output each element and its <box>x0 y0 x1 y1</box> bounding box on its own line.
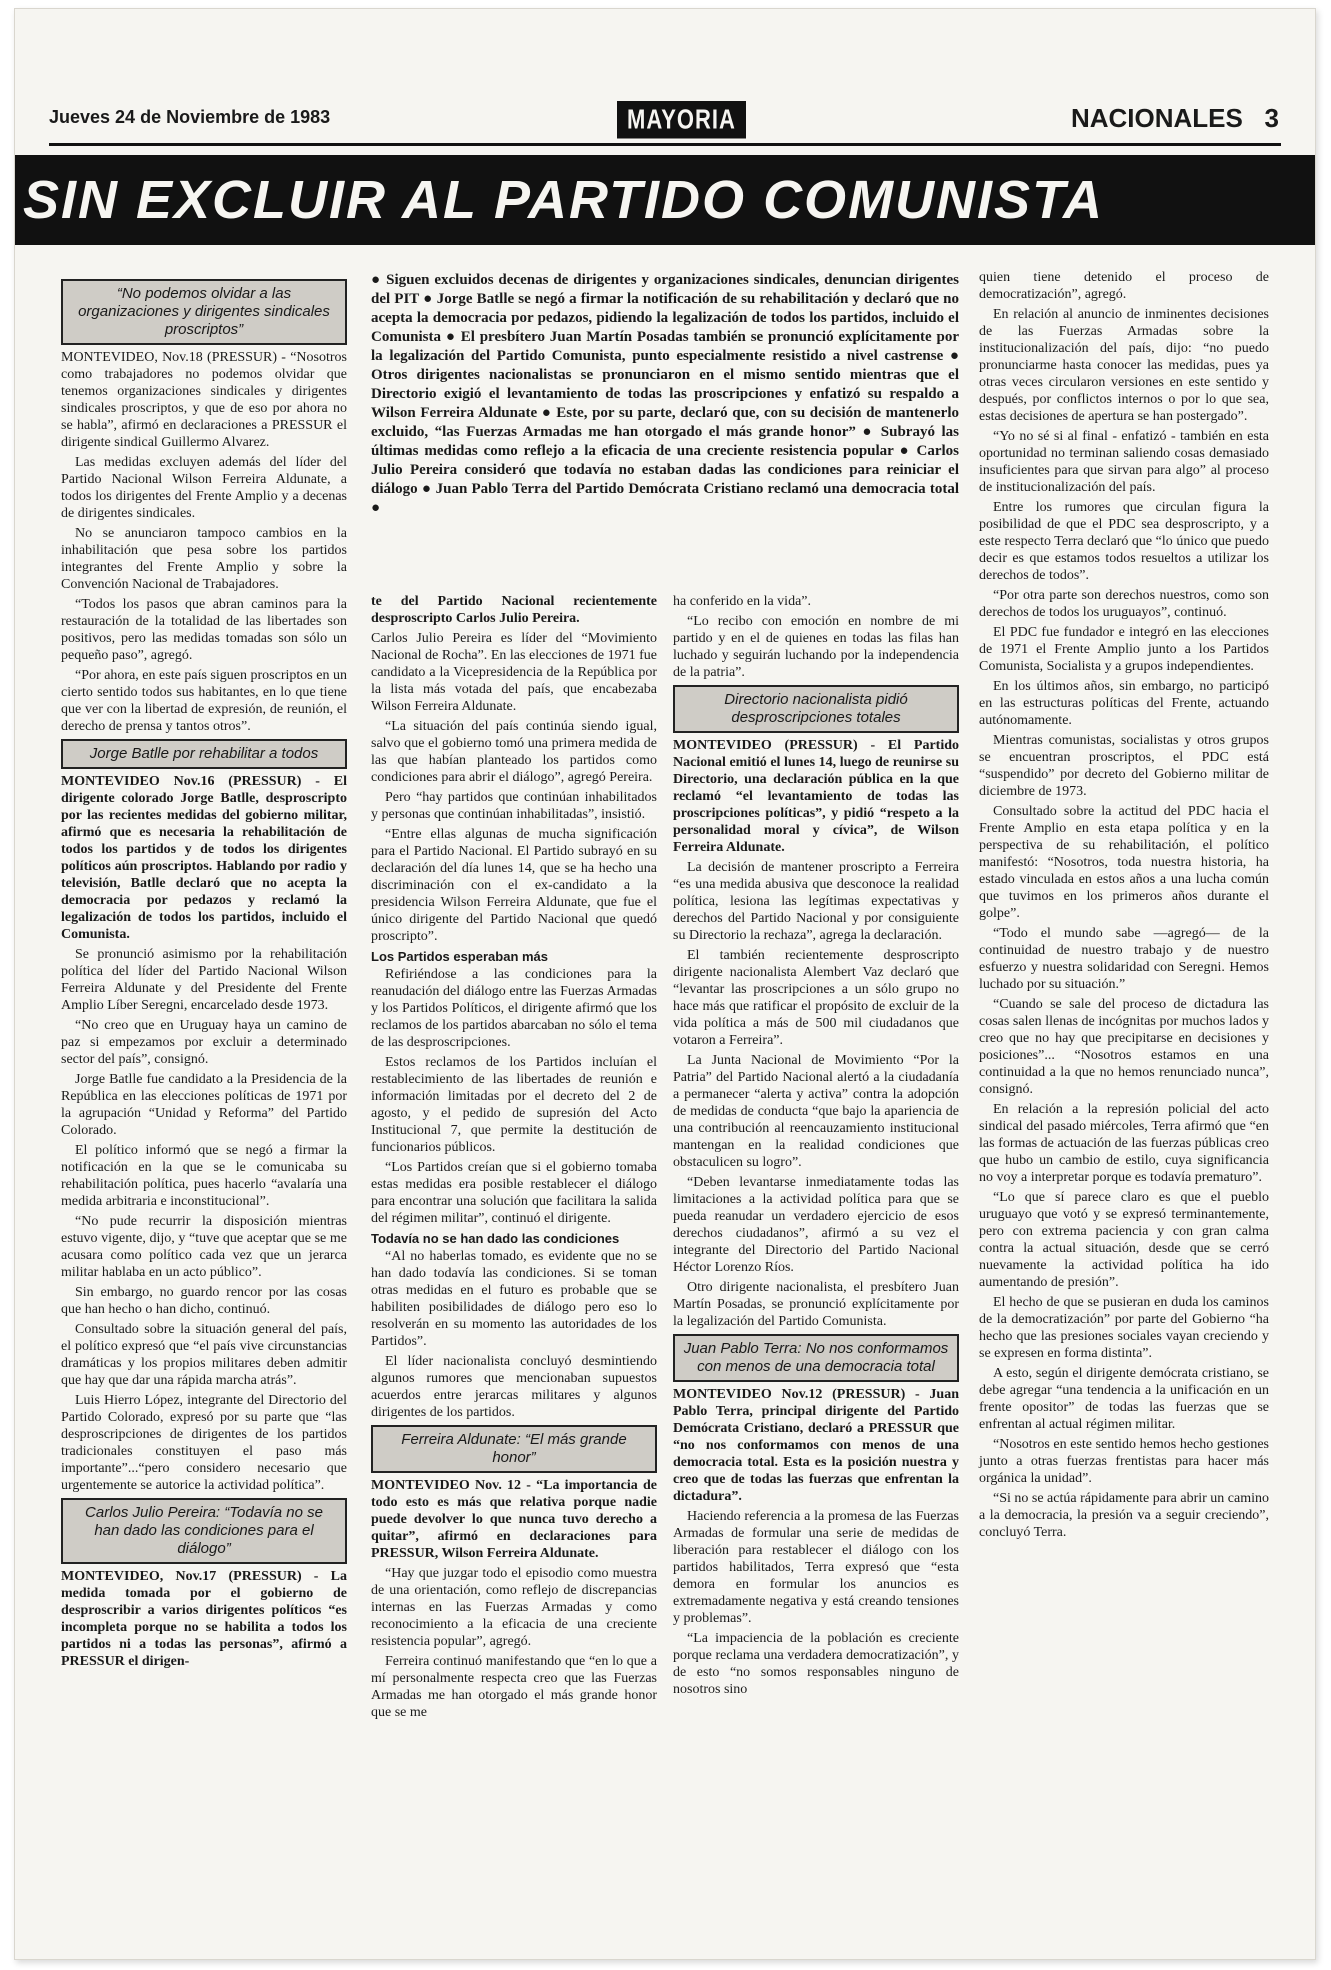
paragraph: “Lo recibo con emoción en nombre de mi partido y en el de quienes en todas las filas han luchado y seguirán luchando por la independencia de la patria”. <box>673 614 959 680</box>
paragraph: El PDC fue fundador e integró en las elecciones de 1971 el Frente Amplio junto a los Partidos Comunista, Socialista y a grupos independientes. <box>979 625 1269 674</box>
subheadline-box: Juan Pablo Terra: No nos conformamos con menos de una democracia total <box>673 1334 959 1382</box>
page-header <box>49 101 1279 141</box>
column-3 <box>673 593 959 1701</box>
paragraph: Otro dirigente nacionalista, el presbítero Juan Martín Posadas, se pronunció explícitamente por la legalización del Partido Comunista. <box>673 1280 959 1329</box>
paragraph: te del Partido Nacional recientemente desproscripto Carlos Julio Pereira. <box>371 594 657 626</box>
subheadline-box: Directorio nacionalista pidió desproscripciones totales <box>673 685 959 733</box>
paragraph: La Junta Nacional de Movimiento “Por la Patria” del Partido Nacional alertó a la ciudadanía a permanecer “alerta y activa” contra la adopción de medidas de conducta “que bajo la apariencia de una contribución al reencauzamiento institucional mantengan en la realidad condiciones que obstaculicen su logro”. <box>673 1053 959 1170</box>
paragraph: “Cuando se sale del proceso de dictadura las cosas salen llenas de incógnitas por muchos lados y creo que no hay que precipitarse en decisiones y posiciones”... “Nosotros estamos en una continuidad a la que no hemos renunciado nunca”, consignó. <box>979 997 1269 1097</box>
paragraph: Consultado sobre la actitud del PDC hacia el Frente Amplio en esta etapa política y en la perspectiva de su rehabilitación, el político manifestó: “Nosotros, toda nuestra historia, ha estado vinculada en estos años a una lucha común que tuvimos en los primeros años durante el golpe”. <box>979 804 1269 921</box>
paragraph: Carlos Julio Pereira es líder del “Movimiento Nacional de Rocha”. En las elecciones de 1971 fue candidato a la Vicepresidencia de la República por la lista más votada del país, que encabezaba Wilson Ferreira Aldunate. <box>371 631 657 714</box>
paragraph: Jorge Batlle fue candidato a la Presidencia de la República en las elecciones políticas de 1971 por la agrupación “Unidad y Reforma” del Partido Colorado. <box>61 1072 347 1138</box>
paragraph: “Todos los pasos que abran caminos para la restauración de la totalidad de las libertades son positivos, pero las medidas tomadas son sólo un pequeño paso”, agregó. <box>61 597 347 663</box>
paragraph: En relación al anuncio de inminentes decisiones de las Fuerzas Armadas sobre la institucionalización del país, dijo: “no puedo pronunciarme hasta conocer las medidas, pues ya otras veces circularon versiones en este sentido y después, por conflictos internos o por lo que sea, estas decisiones de apertura se han postergado”. <box>979 307 1269 424</box>
paragraph: “Si no se actúa rápidamente para abrir un camino a la democracia, la presión va a seguir creciendo”, concluyó Terra. <box>979 1491 1269 1540</box>
paragraph: quien tiene detenido el proceso de democratización”, agregó. <box>979 270 1269 302</box>
paragraph: “Yo no sé si al final - enfatizó - también en esta oportunidad no terminan saliendo cosas demasiado insuficientes para que sirvan para algo” al proceso de institucionalización del país. <box>979 429 1269 495</box>
paragraph: “Entre ellas algunas de mucha significación para el Partido Nacional. El Partido subrayó en su declaración del día lunes 14, que se ha hecho una discriminación con el ex-candidato a la presidencia Wilson Ferreira Aldunate, que fue el único dirigente del Partido Nacional que quedó proscripto”. <box>371 827 657 944</box>
paragraph: “La situación del país continúa siendo igual, salvo que el gobierno tomó una primera medida de las que habían planteado los partidos como condiciones para abrir el diálogo”, agregó Pereira. <box>371 719 657 785</box>
paragraph: “Por otra parte son derechos nuestros, como son derechos de todos los uruguayos”, continuó. <box>979 588 1269 620</box>
section-title: NACIONALES 3 <box>1070 103 1279 133</box>
paragraph: Entre los rumores que circulan figura la posibilidad de que el PDC sea desproscripto, y a este respecto Terra declaró que “lo único que puedo decir es que estamos todos resueltos a utilizar los derechos de todos”. <box>979 500 1269 583</box>
paragraph: El hecho de que se pusieran en duda los caminos de la democratización” por parte del Gobierno “ha hecho que las presiones sociales vayan creciendo y se expresen en forma distinta”. <box>979 1295 1269 1361</box>
paragraph: Pero “hay partidos que continúan inhabilitados y personas que continúan inhabilitadas”, insistió. <box>371 790 657 822</box>
paragraph: Ferreira continuó manifestando que “en lo que a mí personalmente respecta creo que las Fuerzas Armadas me han otorgado el más grande honor que se me <box>371 1654 657 1720</box>
paragraph: Haciendo referencia a la promesa de las Fuerzas Armadas de formular una serie de medidas de liberación para restablecer el diálogo con los partidos habilitados, Terra expresó que “esta demora en formular los anuncios es extremadamente negativa y está creando tensiones y problemas”. <box>673 1509 959 1626</box>
paragraph: “Al no haberlas tomado, es evidente que no se han dado todavía las condiciones. Si se toman otras medidas en el futuro es probable que se habiliten posibilidades de diálogo pero eso lo resolverán en su momento las autoridades de los Partidos”. <box>371 1249 657 1349</box>
section-subhead: Todavía no se han dado las condiciones <box>371 1231 620 1246</box>
paragraph: Se pronunció asimismo por la rehabilitación política del líder del Partido Nacional Wilson Ferreira Aldunate y del Presidente del Frente Amplio Líber Seregni, encarcelado desde 1973. <box>61 947 347 1013</box>
newspaper-logo: MAYORIA <box>617 101 746 139</box>
paragraph: En los últimos años, sin embargo, no participó en las estructuras políticas del Frente, actuando autónomamente. <box>979 679 1269 728</box>
subheadline-box: Jorge Batlle por rehabilitar a todos <box>61 739 347 769</box>
subheadline-box: “No podemos olvidar a las organizaciones y dirigentes sindicales proscriptos” <box>61 279 347 345</box>
paragraph: Las medidas excluyen además del líder del Partido Nacional Wilson Ferreira Aldunate, a todos los dirigentes del Frente Amplio y a decenas de dirigentes sindicales. <box>61 455 347 521</box>
paragraph: “Por ahora, en este país siguen proscriptos en un cierto sentido todos sus habitantes, en lo que tiene que ver con la libertad de expresión, de reunión, el derecho de prensa y tantos otros”. <box>61 668 347 734</box>
paragraph: Sin embargo, no guardo rencor por las cosas que han hecho o han dicho, continuó. <box>61 1285 347 1317</box>
lead-summary: ● Siguen excluidos decenas de dirigentes y organizaciones sindicales, denuncian dirigentes del PIT ● Jorge Batlle se negó a firmar la notificación de su rehabilitación y declaró que no acepta la democracia por pedazos, pidiendo la legalización de todos los partidos, incluido el Comunista ● El presbítero Juan Martín Posadas también se pronunció explícitamente por la legalización del Partido Comunista, punto especialmente resistido a nivel castrense ● Otros dirigentes nacionalistas se pronunciaron en el mismo sentido mientras que el Directorio exigió el levantamiento de todas las proscripciones y enfatizó su respaldo a Wilson Ferreira Aldunate ● Este, por su parte, declaró que, con su decisión de mantenerlo excluido, “las Fuerzas Armadas me han otorgado el más grande honor” ● Subrayó las últimas medidas como reflejo a la eficacia de una creciente resistencia popular ● Carlos Julio Pereira consideró que todavía no estaban dadas las condiciones para reiniciar el diálogo ● Juan Pablo Terra del Partido Demócrata Cristiano reclamó una democracia total ● <box>371 272 959 516</box>
paragraph: “Lo que sí parece claro es que el pueblo uruguayo que votó y se expresó terminantemente, pero con extrema paciencia y con gran calma contra la actual situación, desde que se cerró nuevamente la actividad política ha ido aumentando de presión”. <box>979 1190 1269 1290</box>
newspaper-page <box>14 8 1316 1960</box>
paragraph: “La impaciencia de la población es creciente porque reclama una verdadera democratización”, y de esto “no somos responsables ninguno de nosotros sino <box>673 1631 959 1697</box>
headline-banner <box>15 155 1315 245</box>
paragraph: MONTEVIDEO Nov.16 (PRESSUR) - El dirigente colorado Jorge Batlle, desproscripto por las recientes medidas del gobierno militar, afirmó que es necesaria la rehabilitación de todos los partidos y de todos los dirigentes políticos aún proscriptos. Hablando por radio y televisión, Batlle declaró que no acepta la democracia por pedazos y reclamó la legalización de todos los partidos, incluido el Comunista. <box>61 774 347 942</box>
paragraph: El político informó que se negó a firmar la notificación en la que se le comunicaba su rehabilitación política, pues hacerlo “avalaría una medida arbitraria e inconstitucional”. <box>61 1143 347 1209</box>
column-2 <box>371 593 657 1724</box>
subheadline-box: Carlos Julio Pereira: “Todavía no se han dado las condiciones para el diálogo” <box>61 1498 347 1564</box>
page-number: 3 <box>1264 103 1279 133</box>
column-1 <box>61 275 347 1673</box>
header-rule <box>49 143 1281 146</box>
paragraph: MONTEVIDEO Nov.12 (PRESSUR) - Juan Pablo Terra, principal dirigente del Partido Demócrata Cristiano, declaró a PRESSUR que “no nos conformamos con menos de una democracia total. Esta es la posición nuestra y creo que de todas las fuerzas que enfrentan la dictadura”. <box>673 1387 959 1504</box>
paragraph: El líder nacionalista concluyó desmintiendo algunos rumores que mencionaban supuestos acuerdos entre jerarcas militares y algunos dirigentes de los partidos. <box>371 1354 657 1420</box>
paragraph: MONTEVIDEO, Nov.18 (PRESSUR) - “Nosotros como trabajadores no podemos olvidar que tenemos organizaciones sindicales y dirigentes sindicales proscriptos, y que de eso por ahora no se habla”, afirmó en declaraciones a PRESSUR el dirigente sindical Guillermo Alvarez. <box>61 350 347 450</box>
paragraph: El también recientemente desproscripto dirigente nacionalista Alembert Vaz declaró que “levantar las proscripciones a un sólo grupo no hace más que ratificar el propósito de excluir de la vida política a más de 500 mil ciudadanos que votaron a Ferreira”. <box>673 948 959 1048</box>
paragraph: “No pude recurrir la disposición mientras estuvo vigente, dijo, y “tuve que aceptar que se me acusara como político cada vez que un jerarca militar hablaba en un acto público”. <box>61 1214 347 1280</box>
paragraph: ha conferido en la vida”. <box>673 594 811 609</box>
paragraph: “Nosotros en este sentido hemos hecho gestiones junto a otras fuerzas frentistas para hacer más orgánica la unidad”. <box>979 1437 1269 1486</box>
paragraph: MONTEVIDEO Nov. 12 - “La importancia de todo esto es más que relativa porque nadie puede devolver lo que nunca tuvo derecho a quitar”, afirmó en declaraciones para PRESSUR, Wilson Ferreira Aldunate. <box>371 1478 657 1561</box>
column-4 <box>979 269 1269 1544</box>
paragraph: A esto, según el dirigente demócrata cristiano, se debe agregar “una tendencia a la unificación en un frente opositor” de todas las fuerzas que se enfrentan al actual régimen militar. <box>979 1366 1269 1432</box>
paragraph: Mientras comunistas, socialistas y otros grupos se encuentran proscriptos, el PDC está “suspendido” por decreto del Gobierno militar de diciembre de 1973. <box>979 733 1269 799</box>
headline: SIN EXCLUIR AL PARTIDO COMUNISTA <box>23 170 1105 230</box>
paragraph: Refiriéndose a las condiciones para la reanudación del diálogo entre las Fuerzas Armadas y los Partidos Políticos, el dirigente afirmó que los reclamos de los partidos abarcaban no sólo el tema de las desproscripciones. <box>371 967 657 1050</box>
paragraph: “Hay que juzgar todo el episodio como muestra de una orientación, como reflejo de discrepancias internas en las Fuerzas Armadas y como reconocimiento a la eficacia de una creciente resistencia popular”, agregó. <box>371 1566 657 1649</box>
paragraph: “Los Partidos creían que si el gobierno tomaba estas medidas era posible restablecer el diálogo para encontrar una solución que facilitara la salida del régimen militar”, continuó el dirigente. <box>371 1160 657 1226</box>
paragraph: “Deben levantarse inmediatamente todas las limitaciones a la actividad política para que se pueda reanudar un verdadero ejercicio de esos derechos ciudadanos”, afirmó a su vez el integrante del Directorio del Partido Nacional Héctor Lorenzo Ríos. <box>673 1175 959 1275</box>
paragraph: “No creo que en Uruguay haya un camino de paz si empezamos por excluir a determinado sector del país”, consignó. <box>61 1018 347 1067</box>
section-subhead: Los Partidos esperaban más <box>371 949 549 964</box>
paragraph: “Todo el mundo sabe —agregó— de la continuidad de nuestro trabajo y de nuestro esfuerzo y nuestra solidaridad con Seregni. Hemos luchado por su situación.” <box>979 926 1269 992</box>
paragraph: MONTEVIDEO (PRESSUR) - El Partido Nacional emitió el lunes 14, luego de reunirse su Directorio, una declaración pública en la que reclamó “el levantamiento de todas las proscripciones políticas”, y pidió “respeto a la personalidad moral y cívica”, de Wilson Ferreira Aldunate. <box>673 738 959 855</box>
paragraph: La decisión de mantener proscripto a Ferreira “es una medida abusiva que desconoce la realidad política, lesiona las legítimas expectativas y derechos del Partido Nacional y por consiguiente su Directorio la rechaza”, agrega la declaración. <box>673 860 959 943</box>
paragraph: En relación a la represión policial del acto sindical del pasado miércoles, Terra afirmó que “en las formas de actuación de las fuerzas públicas creo que hubo un cambio de estilo, cuya significancia no voy a interpretar porque es todavía prematuro”. <box>979 1102 1269 1185</box>
paragraph: No se anunciaron tampoco cambios en la inhabilitación que pesa sobre los partidos integrantes del Frente Amplio y sobre la Convención Nacional de Trabajadores. <box>61 526 347 592</box>
paragraph: Estos reclamos de los Partidos incluían el restablecimiento de las libertades de reunión e información limitadas por el decreto del 2 de agosto, y el pedido de supresión del Acto Institucional 7, que permite la destitución de funcionarios públicos. <box>371 1055 657 1155</box>
paragraph: Consultado sobre la situación general del país, el político expresó que “el país vive circunstancias dramáticas y los propios militares deben admitir que hay que dar una rápida marcha atrás”. <box>61 1322 347 1388</box>
paragraph: MONTEVIDEO, Nov.17 (PRESSUR) - La medida tomada por el gobierno de desproscribir a varios dirigentes políticos “es incompleta porque no se habilita a todos los partidos ni a todas las personas”, afirmó a PRESSUR el dirigen- <box>61 1569 347 1669</box>
subheadline-box: Ferreira Aldunate: “El más grande honor” <box>371 1425 657 1473</box>
issue-date: Jueves 24 de Noviembre de 1983 <box>49 107 331 127</box>
paragraph: Luis Hierro López, integrante del Directorio del Partido Colorado, expresó por su parte que “las desproscripciones de dirigentes de los partidos tradicionales constituyen el paso más importante”...“pero considero necesario que urgentemente se autorice la actividad política”. <box>61 1393 347 1493</box>
